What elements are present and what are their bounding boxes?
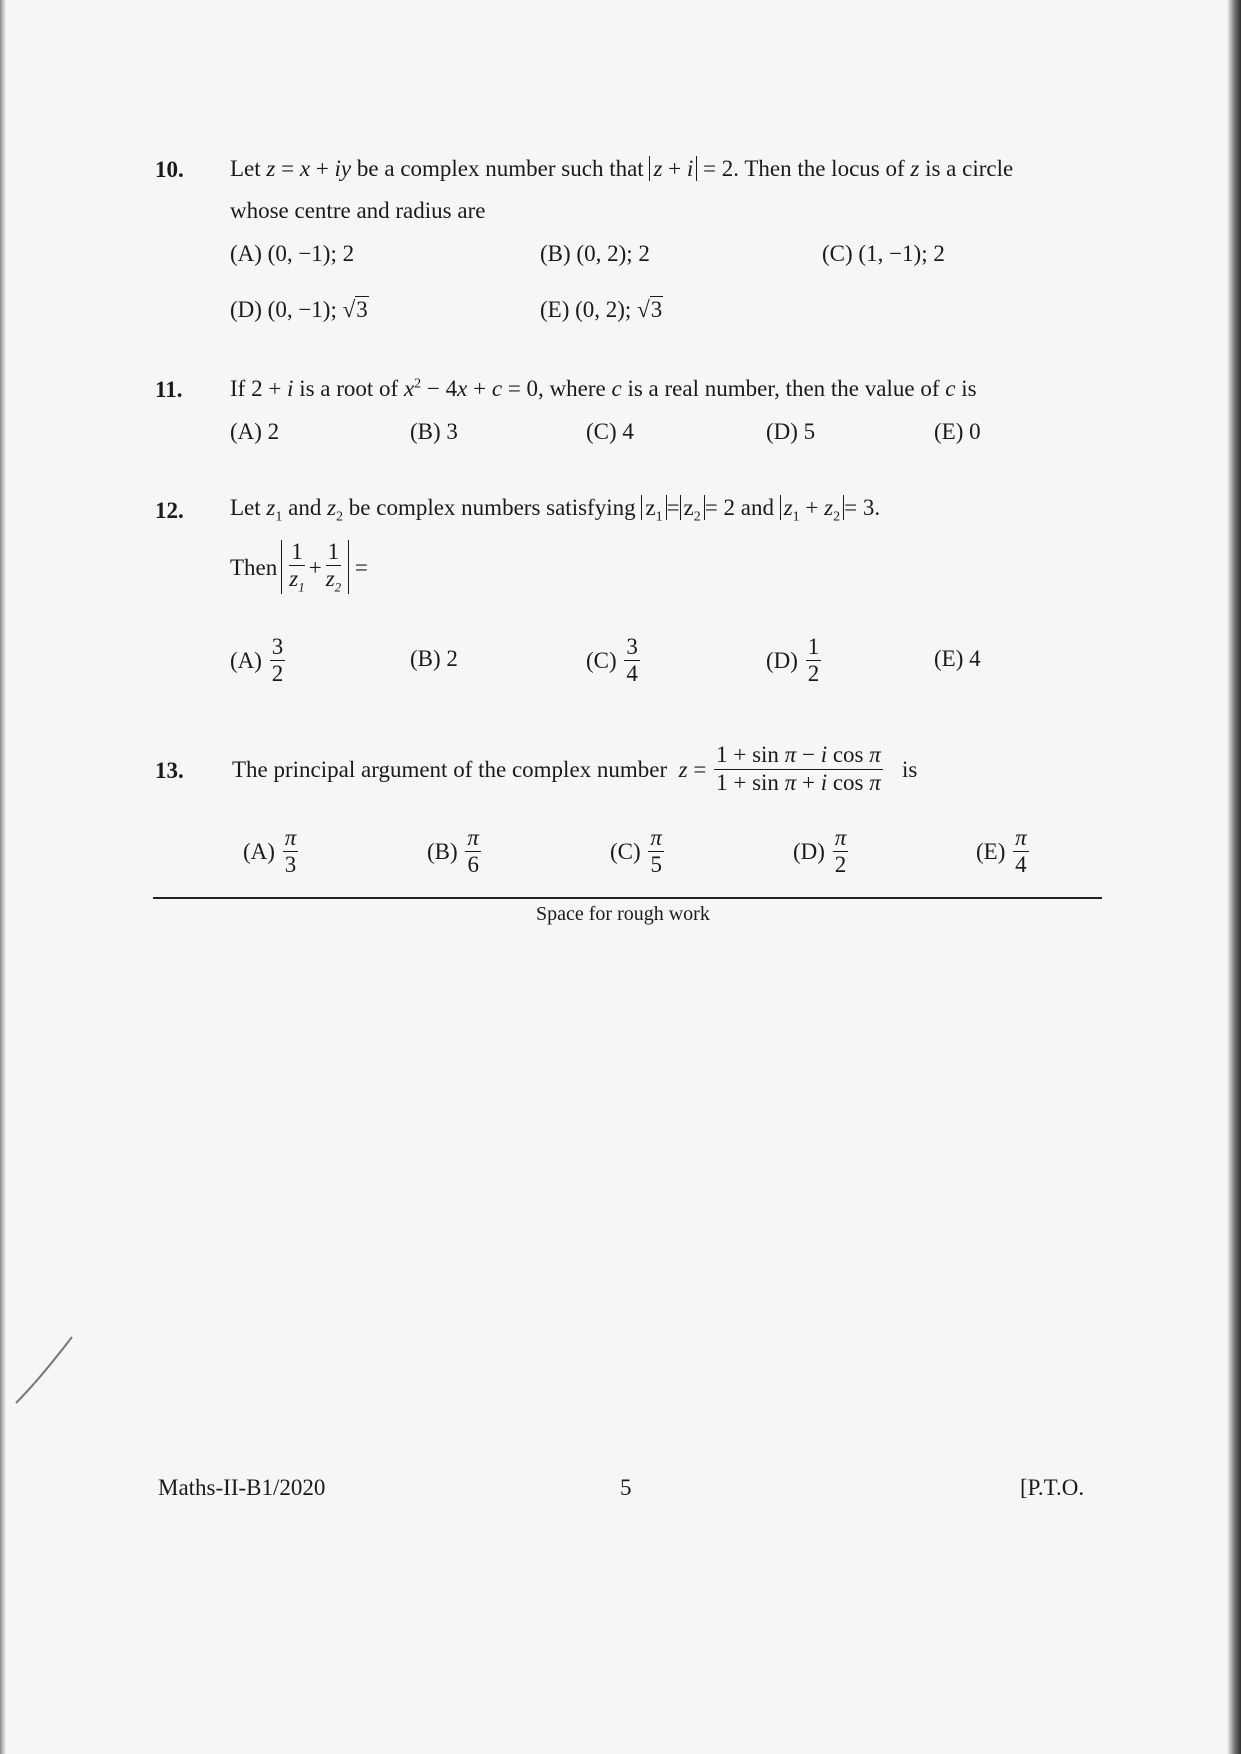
option-a[interactable]: (A) (0, −1); 2 — [230, 241, 355, 266]
question-stem: Let $z_1$ and $z_2$ be complex numbers satisfying $z_1 = z_2 = 2$ and $z_1 + z_2 = 3$. — [230, 495, 881, 525]
question-number: 12. — [155, 498, 184, 523]
option-b[interactable]: (B) 2 — [410, 646, 458, 671]
option-e[interactable]: (E) $\frac{\pi}{4}$ — [976, 825, 1027, 878]
question-stem: If 2 + i is a root of $x^2 - 4x + c = 0$, where c is a real number, then the value of c is — [230, 376, 977, 401]
footer-pto: [P.T.O. — [1020, 1475, 1085, 1500]
scan-left-edge — [0, 0, 6, 1754]
question-number: 10. — [155, 157, 184, 182]
footer-paper-code: Maths-II-B1/2020 — [158, 1475, 326, 1500]
option-d[interactable]: (D) 5 — [766, 419, 816, 444]
rough-work-divider — [153, 897, 1102, 899]
option-d[interactable]: (D) $\frac{1}{2}$ — [766, 634, 820, 687]
option-a[interactable]: (A) $\frac{\pi}{3}$ — [243, 825, 297, 878]
scan-right-edge — [1227, 0, 1241, 1754]
option-b[interactable]: (B) 3 — [410, 419, 458, 444]
footer-page-number: 5 — [620, 1475, 632, 1500]
rough-work-label: Space for rough work — [536, 903, 710, 925]
option-e[interactable]: (E) 4 — [934, 646, 981, 671]
question-number: 11. — [155, 377, 183, 402]
option-e[interactable]: (E) (0, 2); √3 — [540, 297, 663, 322]
option-e[interactable]: (E) 0 — [934, 419, 981, 444]
option-d[interactable]: (D) $\frac{\pi}{2}$ — [793, 825, 847, 878]
question-stem-line-2: whose centre and radius are — [230, 198, 486, 223]
option-c[interactable]: (C) 4 — [586, 419, 634, 444]
option-a[interactable]: (A) $\frac{3}{2}$ — [230, 634, 284, 687]
option-a[interactable]: (A) 2 — [230, 419, 280, 444]
option-c[interactable]: (C) (1, −1); 2 — [822, 241, 945, 266]
option-d[interactable]: (D) (0, −1); √3 — [230, 297, 368, 322]
option-b[interactable]: (B) $\frac{\pi}{6}$ — [427, 825, 479, 878]
option-c[interactable]: (C) $\frac{\pi}{5}$ — [610, 825, 662, 878]
option-c[interactable]: (C) $\frac{3}{4}$ — [586, 634, 638, 687]
question-number: 13. — [155, 758, 184, 783]
option-b[interactable]: (B) (0, 2); 2 — [540, 241, 650, 266]
question-then-expression: Then $\frac{1}{z_1}$ + $\frac{1}{z_2}$ = — [230, 539, 368, 595]
question-stem: The principal argument of the complex number z = $\frac{\text{1 + sin π − i cos π}}{\text{1 + sin π + i cos π}}$ is — [232, 742, 918, 795]
question-stem: Let z = x + iy be a complex number such that z + i = 2. Then the locus of z is a circle — [230, 156, 1014, 181]
pen-stroke-mark — [14, 1335, 74, 1405]
